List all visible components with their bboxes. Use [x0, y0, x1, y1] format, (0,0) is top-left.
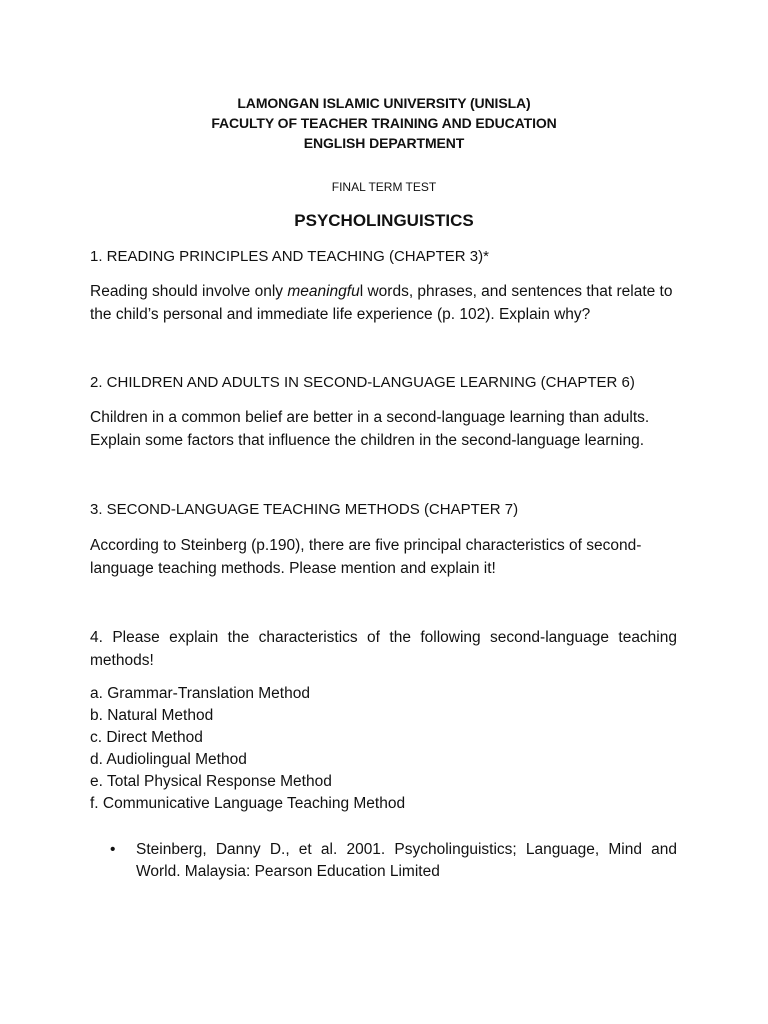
list-item: f. Communicative Language Teaching Method	[90, 795, 406, 812]
list-item: c. Direct Method	[90, 729, 203, 746]
list-item: b. Natural Method	[90, 707, 214, 724]
question-1-body	[90, 280, 677, 326]
list-item: d. Audiolingual Method	[90, 751, 247, 768]
list-item: a. Grammar-Translation Method	[90, 685, 310, 702]
method-list	[90, 683, 680, 815]
reference-entry	[110, 839, 677, 883]
question-3-heading: 3. SECOND-LANGUAGE TEACHING METHODS (CHAPTER 7)	[90, 501, 519, 518]
question-3-body: According to Steinberg (p.190), there are five principal characteristics of second-language teaching methods. Please mention and explain it!	[90, 537, 642, 577]
question-2-heading: 2. CHILDREN AND ADULTS IN SECOND-LANGUAGE LEARNING (CHAPTER 6)	[90, 374, 635, 391]
faculty-name: FACULTY OF TEACHER TRAINING AND EDUCATION	[211, 115, 557, 131]
test-type: FINAL TERM TEST	[331, 180, 437, 194]
bullet-icon: •	[110, 841, 116, 858]
document-header	[0, 93, 768, 153]
question-1-body-text: Reading should involve only	[90, 283, 288, 300]
question-2-body: Children in a common belief are better in a second-language learning than adults. Explain some factors that influence the children in the second-language learning.	[90, 409, 650, 449]
question-1-body-rest: l words, phrases, and sentences that relate to the child’s personal and immediate life experience (p. 102). Explain why?	[90, 283, 673, 323]
question-4-body: 4. Please explain the characteristics of the following second-language teaching methods!	[90, 629, 677, 669]
department-name: ENGLISH DEPARTMENT	[303, 135, 465, 151]
document-title: PSYCHOLINGUISTICS	[294, 211, 474, 230]
list-item: e. Total Physical Response Method	[90, 773, 332, 790]
question-1-heading: 1. READING PRINCIPLES AND TEACHING (CHAPTER 3)*	[90, 248, 489, 265]
university-name: LAMONGAN ISLAMIC UNIVERSITY (UNISLA)	[237, 95, 531, 111]
question-1-emphasis: meaningfu	[287, 283, 360, 300]
reference-text: Steinberg, Danny D., et al. 2001. Psycholinguistics; Language, Mind and World. Malaysia: Pearson Education Limited	[136, 841, 677, 880]
